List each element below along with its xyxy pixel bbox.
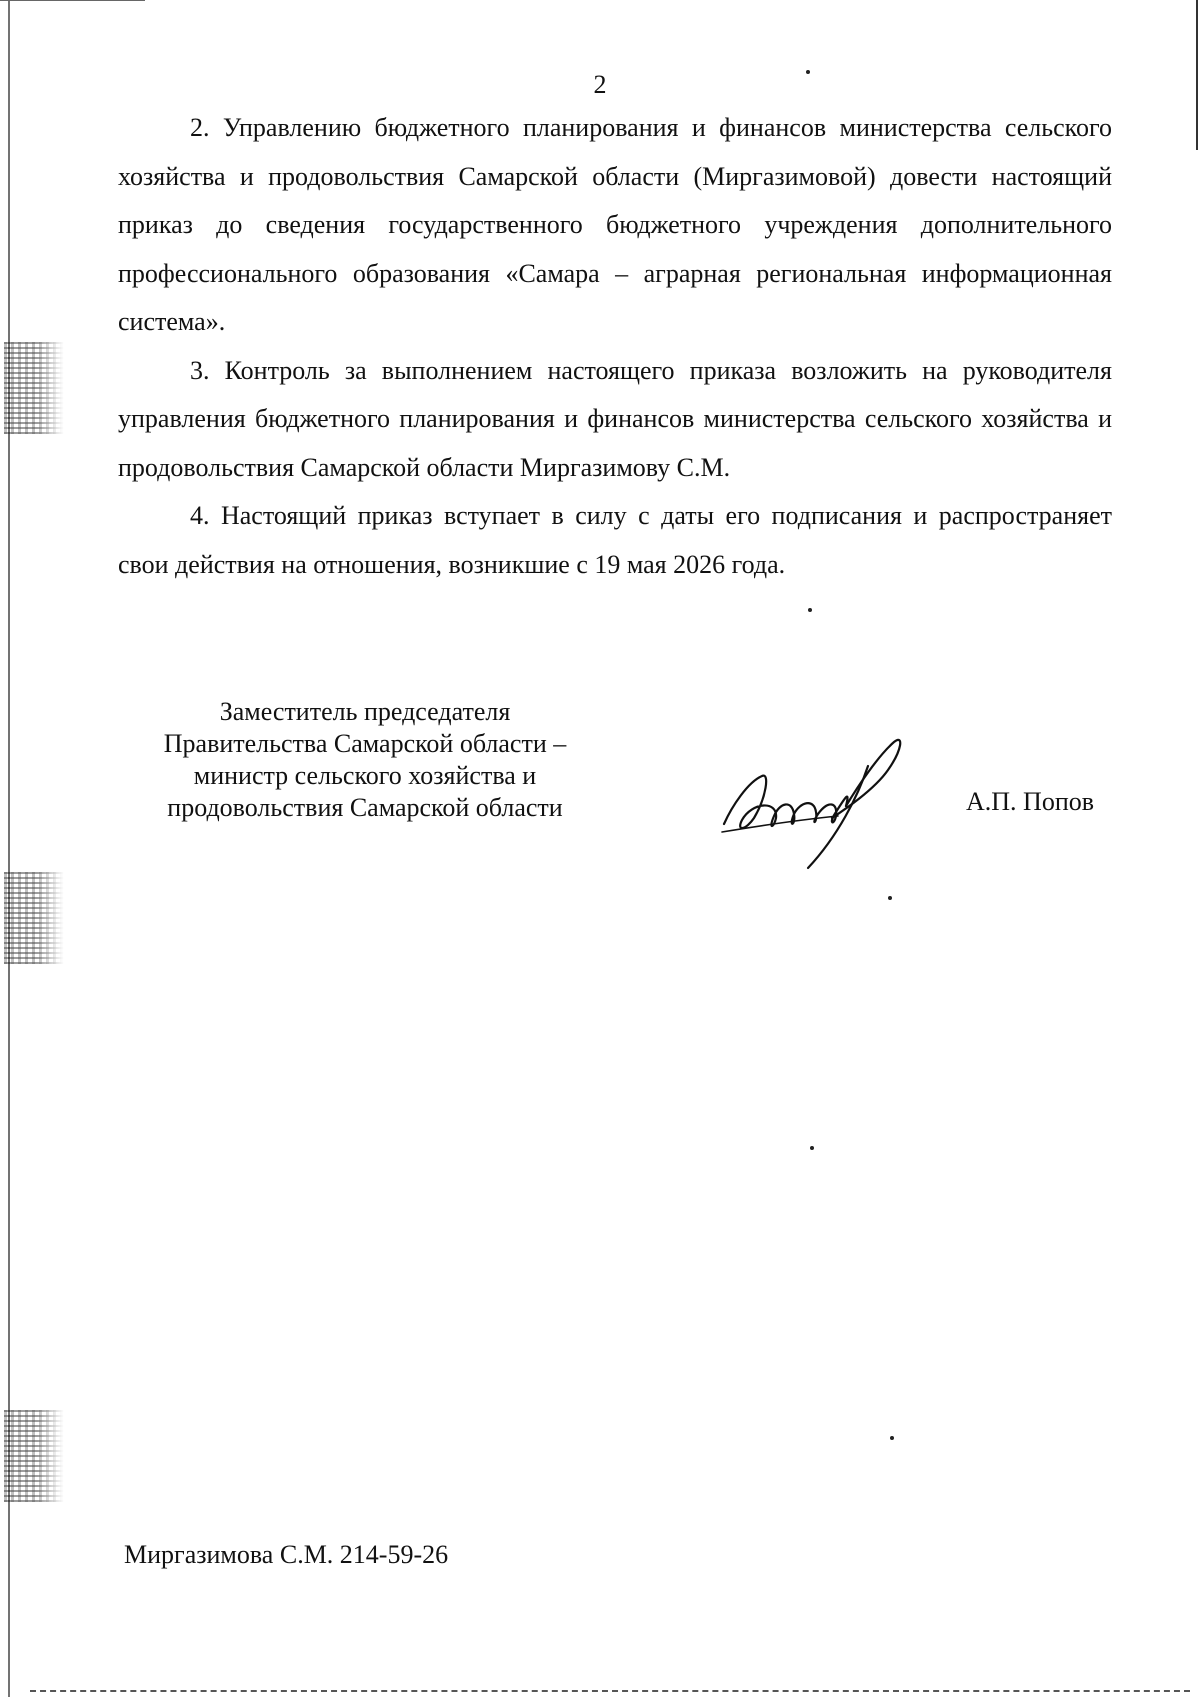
order-body [118,104,1112,589]
paragraph-3: 3. Контроль за выполнением настоящего приказа возложить на руководителя управления бюджетного планирования и финансов министерства сельского хозяйства и продовольствия Самарской области Миргазимову С.М. [118,355,1112,482]
scan-speck [888,896,892,900]
scan-speck [810,1146,814,1150]
binding-mark [4,342,64,434]
signatory-title-line: министр сельского хозяйства и [193,761,537,790]
signer-name: А.П. Попов [966,787,1095,816]
scan-edge-right [1196,0,1198,150]
signatory-title-line: Заместитель председателя [219,697,511,726]
paragraph-2: 2. Управлению бюджетного планирования и финансов министерства сельского хозяйства и продовольствия Самарской области (Миргазимовой) довести настоящий приказ до сведения государственного бюджетного учреждения дополнительного профессионального образования «Самара – аграрная региональная информационная система». [118,113,1112,336]
signatory-title-line: продовольствия Самарской области [167,793,563,822]
scan-speck [808,608,812,612]
handwritten-signature [718,736,908,870]
executor-contact: Миргазимова С.М. 214-59-26 [124,1540,449,1569]
signatory-title [140,696,590,824]
binding-mark [4,872,64,964]
paragraph-4: 4. Настоящий приказ вступает в силу с даты его подписания и распространяет свои действия на отношения, возникшие с 19 мая 2026 года. [118,501,1112,579]
signatory-title-line: Правительства Самарской области – [163,729,567,758]
scan-speck [806,70,810,74]
binding-mark [4,1410,64,1502]
scan-edge-bottom [30,1690,1190,1692]
scan-edge-top [0,0,145,1]
page-number: 2 [593,70,607,99]
scan-speck [890,1436,894,1440]
